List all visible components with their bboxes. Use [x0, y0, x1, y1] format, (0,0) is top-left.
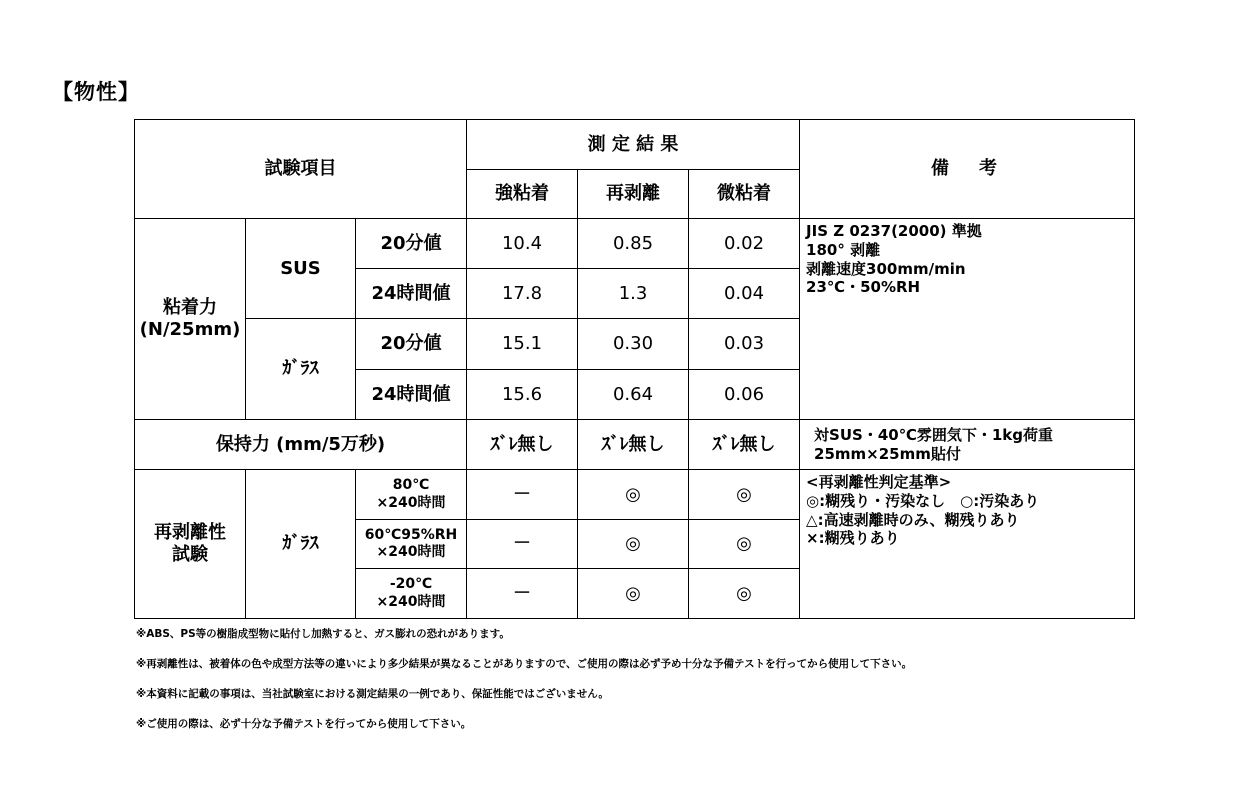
condition-cell [356, 520, 467, 569]
value-cell: ◎ [689, 470, 800, 520]
value-cell: ◎ [578, 569, 689, 619]
repeel-label-cell [135, 470, 246, 619]
value-cell: 1.3 [578, 269, 689, 319]
material-glass: ｶﾞﾗｽ [246, 470, 356, 619]
header-repeelable: 再剥離 [578, 170, 689, 219]
value-cell: ◎ [689, 520, 800, 569]
value-cell: － [467, 569, 578, 619]
table-row [135, 219, 1135, 269]
remark-line: ×:糊残りあり [806, 529, 900, 548]
header-remarks: 備 考 [800, 120, 1135, 219]
remark-line: ◎:糊残り・汚染なし ○:汚染あり [806, 491, 1040, 510]
header-row [135, 120, 1135, 170]
condition-line: 60℃95%RH [364, 526, 458, 543]
remark-line: <再剥離性判定基準> [806, 473, 952, 491]
adhesion-remarks [800, 219, 1135, 420]
footnote: ※ABS、PS等の樹脂成型物に貼付し加熱すると、ガス膨れの恐れがあります。 [136, 628, 510, 640]
remark-line: 剥離速度300mm/min [806, 259, 966, 278]
value-cell: 0.06 [689, 370, 800, 420]
condition-line: ×240時間 [376, 593, 446, 610]
condition-cell [356, 470, 467, 520]
condition-cell: 24時間値 [356, 370, 467, 420]
remark-line: 対SUS・40℃雰囲気下・1kg荷重 [814, 425, 1054, 444]
adhesion-label-cell [135, 219, 246, 420]
remark-line: 180° 剥離 [806, 240, 881, 259]
footnote: ※再剥離性は、被着体の色や成型方法等の違いにより多少結果が異なることがありますので、ご使用の際は必ず予め十分な予備テストを行ってから使用して下さい。 [136, 658, 913, 670]
value-cell: 15.6 [467, 370, 578, 420]
holding-label: 保持力 (mm/5万秒) [135, 420, 467, 470]
material-glass: ｶﾞﾗｽ [246, 319, 356, 420]
condition-cell: 20分値 [356, 319, 467, 370]
value-cell: ◎ [689, 569, 800, 619]
condition-cell: 24時間値 [356, 269, 467, 319]
value-cell: ｽﾞﾚ無し [578, 420, 689, 470]
footnotes [136, 626, 912, 746]
remark-line: 25mm×25mm貼付 [814, 444, 961, 463]
value-cell: 0.64 [578, 370, 689, 420]
value-cell: 0.03 [689, 319, 800, 370]
header-results-group: 測 定 結 果 [467, 120, 800, 170]
header-strong-adhesion: 強粘着 [467, 170, 578, 219]
value-cell: 15.1 [467, 319, 578, 370]
adhesion-unit: (N/25mm) [139, 319, 241, 340]
footnote: ※ご使用の際は、必ず十分な予備テストを行ってから使用して下さい。 [136, 718, 472, 730]
section-title: 【物性】 [52, 80, 140, 104]
repeel-label: 再剥離性 [154, 522, 226, 544]
condition-cell [356, 569, 467, 619]
condition-line: 80℃ [392, 477, 430, 493]
condition-line: ×240時間 [376, 494, 446, 511]
value-cell: 0.02 [689, 219, 800, 269]
table-row [135, 470, 1135, 520]
value-cell: 10.4 [467, 219, 578, 269]
repeel-label: 試験 [172, 544, 208, 565]
value-cell: ｽﾞﾚ無し [467, 420, 578, 470]
remark-line: △:高速剥離時のみ、糊残りあり [806, 510, 1020, 529]
header-test-item: 試験項目 [135, 120, 467, 219]
value-cell: 0.30 [578, 319, 689, 370]
value-cell: － [467, 470, 578, 520]
adhesion-label: 粘着力 [163, 297, 217, 319]
condition-cell: 20分値 [356, 219, 467, 269]
value-cell: ｽﾞﾚ無し [689, 420, 800, 470]
value-cell: 0.85 [578, 219, 689, 269]
footnote: ※本資料に記載の事項は、当社試験室における測定結果の一例であり、保証性能ではございません。 [136, 688, 609, 700]
value-cell: ◎ [578, 520, 689, 569]
value-cell: 17.8 [467, 269, 578, 319]
condition-line: ×240時間 [376, 544, 446, 560]
condition-line: -20℃ [389, 576, 433, 592]
value-cell: － [467, 520, 578, 569]
value-cell: ◎ [578, 470, 689, 520]
value-cell: 0.04 [689, 269, 800, 319]
remark-line: 23℃・50%RH [806, 278, 921, 297]
header-weak-adhesion: 微粘着 [689, 170, 800, 219]
material-sus: SUS [246, 219, 356, 319]
remark-line: JIS Z 0237(2000) 準拠 [806, 222, 982, 240]
table-row [135, 420, 1135, 470]
repeel-remarks [800, 470, 1135, 619]
holding-remarks [800, 420, 1135, 470]
properties-table [134, 119, 1135, 619]
